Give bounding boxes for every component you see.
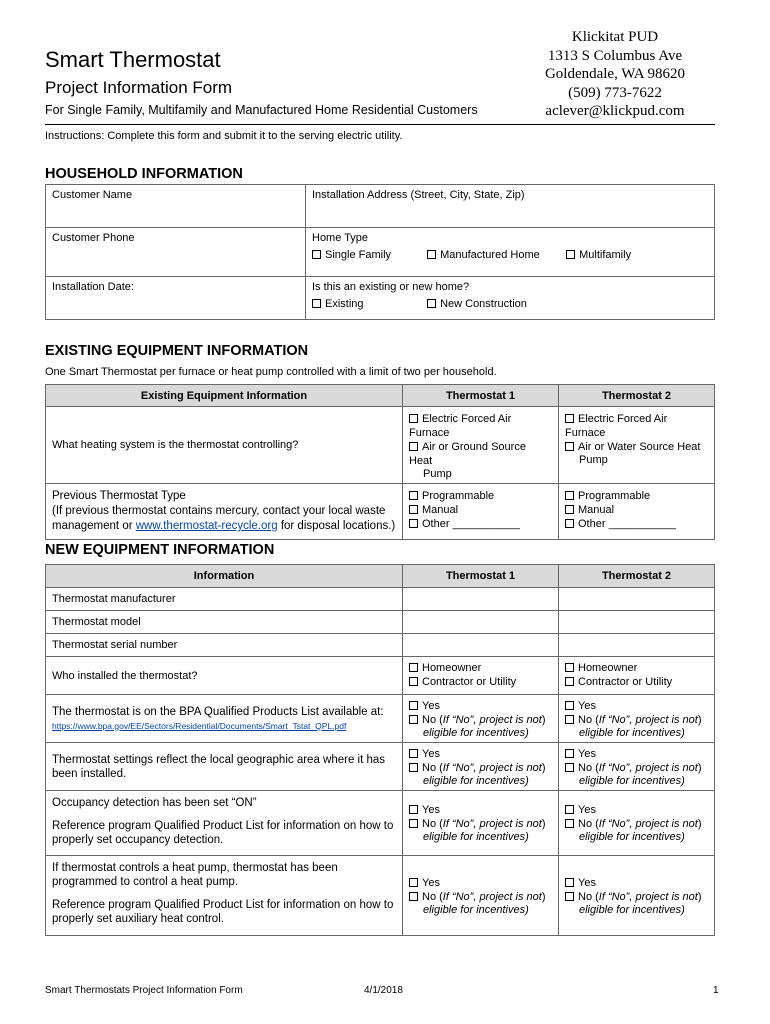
col-existing-info: Existing Equipment Information xyxy=(46,385,403,407)
t1-serial-input[interactable] xyxy=(403,634,559,657)
install-address-label: Installation Address (Street, City, State, Zip) xyxy=(312,189,525,201)
checkbox[interactable] xyxy=(565,442,574,451)
checkbox[interactable] xyxy=(312,299,321,308)
existing-equipment-heading: EXISTING EQUIPMENT INFORMATION xyxy=(45,343,309,359)
t2-occupancy-no[interactable]: No (If “No”, project is not) xyxy=(565,817,708,831)
customer-name-field[interactable] xyxy=(46,185,306,228)
t2-heat-pump-no-continued: eligible for incentives) xyxy=(579,903,685,916)
t2-occupancy-no-continued: eligible for incentives) xyxy=(579,831,685,843)
t2-other-option[interactable]: Other ___________ xyxy=(565,517,708,531)
prev-thermostat-note: (If previous thermostat contains mercury, contact your local waste xyxy=(52,505,386,517)
t1-manual-option[interactable]: Manual xyxy=(409,503,552,517)
t1-geo-yes[interactable]: Yes xyxy=(409,747,552,761)
t1-qpl-yes[interactable]: Yes xyxy=(409,699,552,713)
col-thermostat-1: Thermostat 1 xyxy=(403,565,559,588)
checkbox[interactable] xyxy=(565,749,574,758)
t2-qpl-yes[interactable]: Yes xyxy=(565,699,708,713)
t1-heat-pump-no[interactable]: No (If “No”, project is not) xyxy=(409,890,552,904)
t1-other-option[interactable]: Other ___________ xyxy=(409,517,552,531)
checkbox[interactable] xyxy=(312,250,321,259)
t2-heat-pump-option[interactable]: Air or Water Source Heat xyxy=(565,440,708,454)
form-title: Smart Thermostat xyxy=(45,47,221,72)
checkbox[interactable] xyxy=(565,414,574,423)
new-equipment-table xyxy=(45,564,715,936)
col-thermostat-1: Thermostat 1 xyxy=(403,385,559,407)
checkbox[interactable] xyxy=(409,442,418,451)
home-type-single-family[interactable]: Single Family xyxy=(312,248,424,262)
checkbox[interactable] xyxy=(565,519,574,528)
home-type-field xyxy=(306,228,715,277)
home-type-label: Home Type xyxy=(312,232,369,244)
prev-thermostat-note-2: management or www.thermostat-recycle.org for disposal locations.) xyxy=(52,520,396,532)
col-thermostat-2: Thermostat 2 xyxy=(559,385,715,407)
checkbox[interactable] xyxy=(427,299,436,308)
checkbox[interactable] xyxy=(565,677,574,686)
t2-homeowner-option[interactable]: Homeowner xyxy=(565,661,708,675)
checkbox[interactable] xyxy=(409,892,418,901)
occupancy-question: Occupancy detection has been set “ON” xyxy=(52,797,257,809)
manufacturer-label: Thermostat manufacturer xyxy=(52,593,176,605)
qpl-question: The thermostat is on the BPA Qualified Products List available at: xyxy=(52,705,384,718)
t1-contractor-option[interactable]: Contractor or Utility xyxy=(409,675,552,689)
t1-manufacturer-input[interactable] xyxy=(403,588,559,611)
t2-heat-pump-no[interactable]: No (If “No”, project is not) xyxy=(565,890,708,904)
t2-qpl-no[interactable]: No (If “No”, project is not) xyxy=(565,713,708,727)
t1-occupancy-no-continued: eligible for incentives) xyxy=(423,831,529,843)
checkbox[interactable] xyxy=(409,519,418,528)
checkbox[interactable] xyxy=(409,663,418,672)
heat-pump-reference: Reference program Qualified Product List for information on how to properly set auxiliary heat control. xyxy=(52,899,394,925)
form-subtitle: Project Information Form xyxy=(45,78,233,97)
checkbox[interactable] xyxy=(409,491,418,500)
utility-phone: (509) 773-7622 xyxy=(568,84,662,101)
t2-occupancy-yes[interactable]: Yes xyxy=(565,803,708,817)
checkbox[interactable] xyxy=(565,491,574,500)
existing-equipment-table xyxy=(45,384,715,540)
t1-geo-no[interactable]: No (If “No”, project is not) xyxy=(409,761,552,775)
home-existing-option[interactable]: Existing xyxy=(312,297,424,311)
existing-new-label: Is this an existing or new home? xyxy=(312,281,470,293)
t1-electric-furnace-option[interactable]: Electric Forced Air Furnace xyxy=(409,413,512,439)
t1-occupancy-yes[interactable]: Yes xyxy=(409,803,552,817)
install-date-label: Installation Date: xyxy=(52,281,134,293)
checkbox[interactable] xyxy=(565,715,574,724)
t2-heat-pump-continued: Pump xyxy=(579,454,608,466)
checkbox[interactable] xyxy=(409,414,418,423)
who-installed-question: Who installed the thermostat? xyxy=(52,669,198,682)
prev-thermostat-label: Previous Thermostat Type xyxy=(52,490,186,502)
t1-heat-pump-continued: Pump xyxy=(423,468,452,480)
footer-form-name: Smart Thermostats Project Information Form xyxy=(45,985,243,996)
t2-geo-no-continued: eligible for incentives) xyxy=(579,775,685,787)
new-equipment-heading: NEW EQUIPMENT INFORMATION xyxy=(45,542,275,558)
t1-heat-pump-yes[interactable]: Yes xyxy=(409,876,552,890)
existing-equipment-note: One Smart Thermostat per furnace or heat pump controlled with a limit of two per household. xyxy=(45,366,497,378)
serial-label: Thermostat serial number xyxy=(52,639,178,651)
geo-settings-question: Thermostat settings reflect the local geographic area where it has been installed. xyxy=(52,753,386,780)
home-new-construction-option[interactable]: New Construction xyxy=(427,298,527,310)
customer-phone-label: Customer Phone xyxy=(52,232,135,244)
heating-system-question: What heating system is the thermostat controlling? xyxy=(52,439,299,451)
existing-new-field xyxy=(306,277,715,320)
t1-geo-no-continued: eligible for incentives) xyxy=(423,775,529,787)
household-table xyxy=(45,184,715,320)
checkbox[interactable] xyxy=(409,763,418,772)
header-divider xyxy=(45,124,715,125)
home-type-manufactured[interactable]: Manufactured Home xyxy=(427,248,563,262)
checkbox[interactable] xyxy=(565,701,574,710)
t2-contractor-option[interactable]: Contractor or Utility xyxy=(565,675,708,689)
t1-programmable-option[interactable]: Programmable xyxy=(409,489,552,503)
checkbox[interactable] xyxy=(409,505,418,514)
utility-street: 1313 S Columbus Ave xyxy=(547,47,683,64)
t2-geo-yes[interactable]: Yes xyxy=(565,747,708,761)
checkbox[interactable] xyxy=(409,819,418,828)
checkbox[interactable] xyxy=(565,663,574,672)
col-thermostat-2: Thermostat 2 xyxy=(559,565,715,588)
checkbox[interactable] xyxy=(409,878,418,887)
t2-manufacturer-input[interactable] xyxy=(559,588,715,611)
checkbox[interactable] xyxy=(565,763,574,772)
customer-phone-field[interactable] xyxy=(46,228,306,277)
install-address-field[interactable] xyxy=(306,185,715,228)
t1-occupancy-no[interactable]: No (If “No”, project is not) xyxy=(409,817,552,831)
checkbox[interactable] xyxy=(565,878,574,887)
t1-qpl-no-continued: eligible for incentives) xyxy=(423,727,529,739)
checkbox[interactable] xyxy=(565,805,574,814)
household-heading: HOUSEHOLD INFORMATION xyxy=(45,166,243,182)
customer-name-label: Customer Name xyxy=(52,189,133,201)
checkbox[interactable] xyxy=(565,819,574,828)
t2-geo-no[interactable]: No (If “No”, project is not) xyxy=(565,761,708,775)
t2-programmable-option[interactable]: Programmable xyxy=(565,489,708,503)
utility-name: Klickitat PUD xyxy=(571,29,659,45)
t2-manual-option[interactable]: Manual xyxy=(565,503,708,517)
checkbox[interactable] xyxy=(566,250,575,259)
checkbox[interactable] xyxy=(409,805,418,814)
t2-electric-furnace-option[interactable]: Electric Forced Air Furnace xyxy=(565,413,668,439)
t1-qpl-no[interactable]: No (If “No”, project is not) xyxy=(409,713,552,727)
install-date-field[interactable] xyxy=(46,277,306,320)
checkbox[interactable] xyxy=(409,749,418,758)
t1-model-input[interactable] xyxy=(403,611,559,634)
t2-serial-input[interactable] xyxy=(559,634,715,657)
t1-heat-pump-option[interactable]: Air or Ground Source Heat xyxy=(409,441,526,467)
form-tagline: For Single Family, Multifamily and Manufactured Home Residential Customers xyxy=(45,103,478,117)
footer-page-number: 1 xyxy=(713,985,719,996)
t2-model-input[interactable] xyxy=(559,611,715,634)
thermostat-recycle-link[interactable]: www.thermostat-recycle.org xyxy=(135,520,278,532)
checkbox[interactable] xyxy=(409,701,418,710)
heat-pump-question: If thermostat controls a heat pump, thermostat has been programmed to control a heat pump. xyxy=(52,862,338,888)
col-information: Information xyxy=(46,565,403,588)
model-label: Thermostat model xyxy=(52,616,141,628)
qpl-link[interactable]: https://www.bpa.gov/EE/Sectors/Residential/Documents/Smart_Tstat_QPL.pdf xyxy=(52,720,347,731)
checkbox[interactable] xyxy=(565,505,574,514)
checkbox[interactable] xyxy=(409,715,418,724)
checkbox[interactable] xyxy=(427,250,436,259)
utility-email: aclever@klickpud.com xyxy=(545,103,685,119)
footer-date: 4/1/2018 xyxy=(364,985,403,996)
checkbox[interactable] xyxy=(409,677,418,686)
home-type-multifamily[interactable]: Multifamily xyxy=(566,249,631,261)
t2-qpl-no-continued: eligible for incentives) xyxy=(579,727,685,739)
instructions: Instructions: Complete this form and submit it to the serving electric utility. xyxy=(45,130,403,142)
occupancy-reference: Reference program Qualified Product List for information on how to properly set occupancy detection. xyxy=(52,820,394,846)
t2-heat-pump-yes[interactable]: Yes xyxy=(565,876,708,890)
utility-contact-block xyxy=(520,28,710,121)
t1-homeowner-option[interactable]: Homeowner xyxy=(409,661,552,675)
t1-heat-pump-no-continued: eligible for incentives) xyxy=(423,903,529,916)
utility-city: Goldendale, WA 98620 xyxy=(544,66,686,82)
checkbox[interactable] xyxy=(565,892,574,901)
